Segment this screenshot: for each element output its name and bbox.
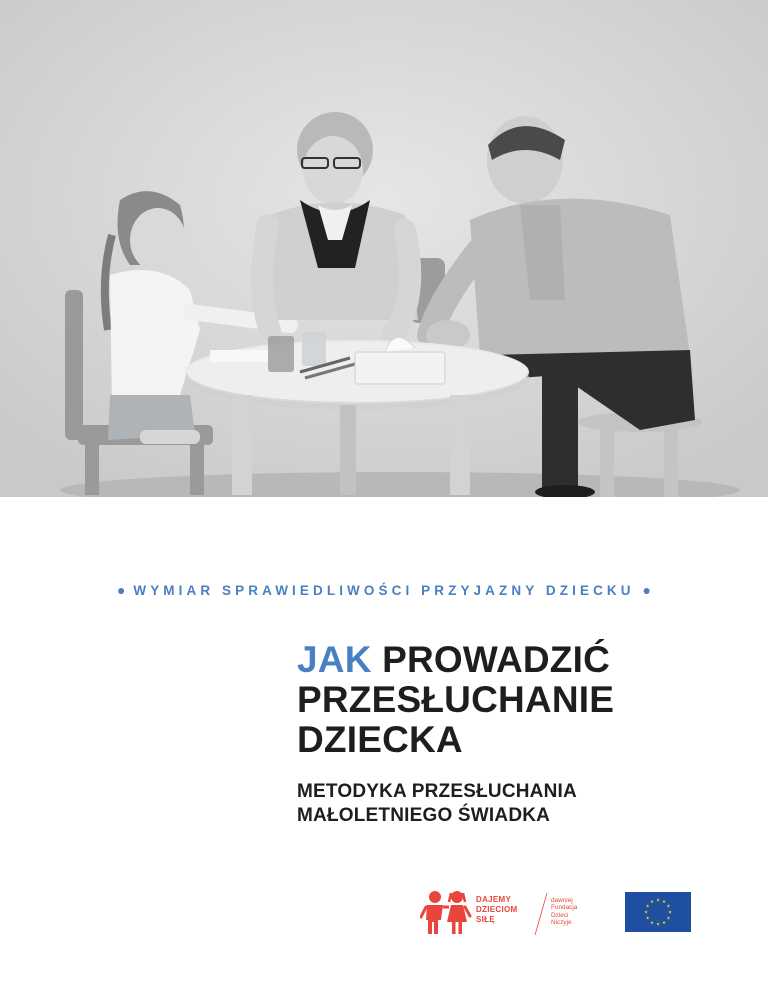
title-line-2: PRZESŁUCHANIE: [297, 679, 615, 720]
eu-star-icon: ★: [649, 919, 655, 925]
eu-star-icon: ★: [645, 915, 650, 921]
document-subtitle: [297, 780, 717, 828]
logo-name: [476, 895, 518, 925]
two-children-logo-icon: [420, 890, 472, 936]
title-line-1-rest: PROWADZIĆ: [371, 639, 611, 680]
series-text: WYMIAR SPRAWIEDLIWOŚCI PRZYJAZNY DZIECKU: [133, 583, 635, 598]
eu-star-icon: ★: [655, 921, 661, 927]
eu-star-icon: ★: [667, 909, 673, 915]
eu-star-icon: ★: [661, 919, 667, 925]
eu-star-icon: ★: [645, 903, 650, 909]
title-accent-word: JAK: [297, 639, 372, 680]
logo-name-line-1: DAJEMY: [476, 895, 512, 904]
eu-star-icon: ★: [661, 899, 667, 905]
logo-former-name: [551, 897, 577, 927]
bullet-dot-right: ●: [642, 582, 651, 598]
eu-star-icon: ★: [643, 909, 649, 915]
eu-flag-icon: [625, 892, 691, 932]
eu-star-icon: ★: [649, 899, 655, 905]
document-title: [297, 640, 717, 760]
subtitle-line-1: METODYKA PRZESŁUCHANIA: [297, 781, 577, 802]
title-line-3: DZIECKA: [297, 719, 463, 760]
logo-former-line-3: Dzieci: [551, 911, 569, 919]
logo-name-line-2: DZIECIOM: [476, 905, 518, 914]
logo-former-line-4: Niczyje: [551, 919, 572, 927]
logo-name-line-3: SIŁĘ: [476, 915, 495, 924]
eu-star-icon: ★: [666, 915, 671, 921]
logo-former-line-2: Fundacja: [551, 904, 578, 912]
foundation-logo: [420, 888, 600, 938]
series-heading: [0, 582, 768, 598]
bullet-dot-left: ●: [117, 582, 126, 598]
eu-star-icon: ★: [666, 903, 671, 909]
title-line-1: [297, 640, 717, 680]
logo-divider: [534, 892, 548, 936]
eu-star-icon: ★: [655, 897, 661, 903]
logo-former-line-1: dawniej: [551, 897, 573, 904]
subtitle-line-2: MAŁOLETNIEGO ŚWIADKA: [297, 805, 551, 826]
